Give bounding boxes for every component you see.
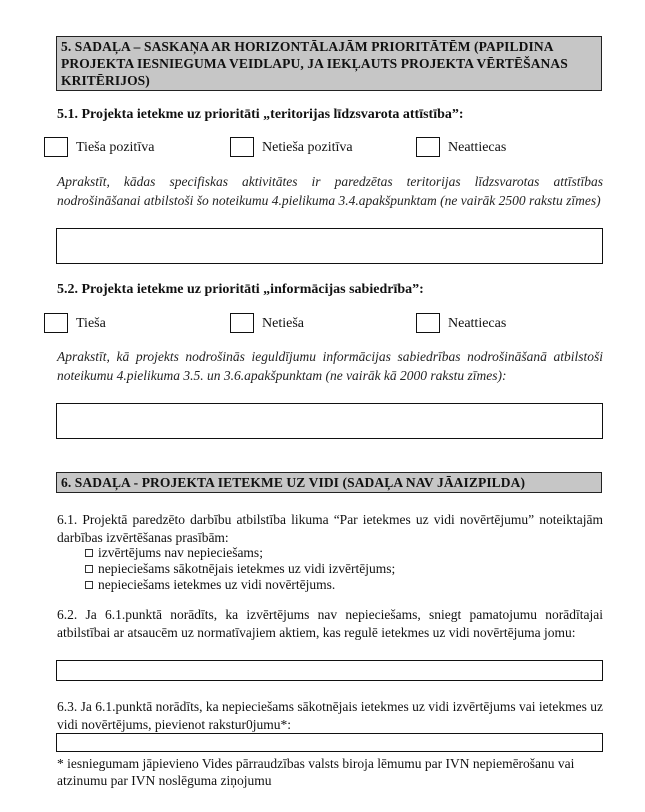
- footnote: * iesniegumam jāpievieno Vides pārraudzības valsts biroja lēmumu par IVN nepiemērošanu vai atzinumu par IVN noslēguma ziņojumu: [57, 756, 575, 788]
- option-label: Netieša: [262, 315, 304, 331]
- checkbox[interactable]: [85, 565, 93, 573]
- question-5-2-options: [44, 312, 604, 334]
- checkbox[interactable]: [85, 581, 93, 589]
- question-5-2-description: Aprakstīt, kā projekts nodrošinās ieguldījumu informācijas sabiedrības nodrošināšanā atbilstoši noteikumu 4.pielikuma 3.5. un 3.6.apakšpunktam (ne vairāk kā 2000 rakstu zīmes):: [57, 349, 603, 383]
- answer-6-3-field[interactable]: [56, 733, 603, 752]
- option-label: Neattiecas: [448, 139, 507, 155]
- option-label: Tieša: [76, 315, 106, 331]
- option-label: Tieša pozitīva: [76, 139, 155, 155]
- checkbox[interactable]: [230, 313, 254, 333]
- paragraph-6-1: 6.1. Projektā paredzēto darbību atbilstība likuma “Par ietekmes uz vidi novērtējumu” noteiktajām darbības izvērtēšanas prasībām:: [57, 512, 603, 545]
- option-label: izvērtējums nav nepieciešams;: [98, 545, 263, 560]
- question-5-1-title: 5.1. Projekta ietekme uz prioritāti „teritorijas līdzsvarota attīstība”:: [57, 107, 464, 122]
- option-label: nepieciešams ietekmes uz vidi novērtējums.: [98, 577, 336, 592]
- paragraph-6-3: 6.3. Ja 6.1.punktā norādīts, ka nepieciešams sākotnējais ietekmes uz vidi izvērtējums vai ietekmes uz vidi novērtējums, pievienot rakstur0jumu*:: [57, 699, 603, 732]
- question-5-2-title: 5.2. Projekta ietekme uz prioritāti „informācijas sabiedrība”:: [57, 282, 424, 297]
- section-6-header: 6. SADAĻA - PROJEKTA IETEKME UZ VIDI (SADAĻA NAV JĀAIZPILDA): [56, 472, 602, 493]
- option-6-1-full-assessment[interactable]: [84, 577, 335, 593]
- answer-6-2-field[interactable]: [56, 660, 603, 681]
- option-6-1-initial-assessment[interactable]: [84, 561, 395, 577]
- option-label: Neattiecas: [448, 315, 507, 331]
- checkbox[interactable]: [85, 549, 93, 557]
- option-6-1-not-required[interactable]: [84, 545, 263, 561]
- option-5-1-not-applicable[interactable]: [416, 136, 506, 158]
- option-label: nepieciešams sākotnējais ietekmes uz vidi izvērtējums;: [98, 561, 396, 576]
- option-5-1-indirect-positive[interactable]: [230, 136, 353, 158]
- checkbox[interactable]: [44, 137, 68, 157]
- option-5-2-not-applicable[interactable]: [416, 312, 506, 334]
- question-5-2-answer-field[interactable]: [56, 403, 603, 439]
- option-5-1-direct-positive[interactable]: [44, 136, 154, 158]
- checkbox[interactable]: [416, 313, 440, 333]
- question-5-1-description: Aprakstīt, kādas specifiskas aktivitātes ir paredzētas teritorijas līdzsvarotas attīstības nodrošināšanai atbilstoši šo noteikumu 4.pielikuma 3.4.apakšpunktam (ne vairāk 2500 rakstu zīmes): [57, 174, 603, 208]
- checkbox[interactable]: [230, 137, 254, 157]
- option-5-2-direct[interactable]: [44, 312, 106, 334]
- checkbox[interactable]: [416, 137, 440, 157]
- section-5-header: 5. SADAĻA – SASKAŅA AR HORIZONTĀLAJĀM PRIORITĀTĒM (PAPILDINA PROJEKTA IESNIEGUMA VEIDLAPU, JA IEKĻAUTS PROJEKTA VĒRTĒŠANAS KRITĒRIJOS): [56, 36, 602, 91]
- question-5-1-answer-field[interactable]: [56, 228, 603, 264]
- checkbox[interactable]: [44, 313, 68, 333]
- paragraph-6-2: 6.2. Ja 6.1.punktā norādīts, ka izvērtējums nav nepieciešams, sniegt pamatojumu norādītajai atbilstībai ar atsaucēm uz normatīvajiem aktiem, kas regulē ietekmes uz vidi novērtējuma jomu:: [57, 607, 603, 640]
- option-5-2-indirect[interactable]: [230, 312, 304, 334]
- option-label: Netieša pozitīva: [262, 139, 353, 155]
- question-5-1-options: [44, 136, 604, 158]
